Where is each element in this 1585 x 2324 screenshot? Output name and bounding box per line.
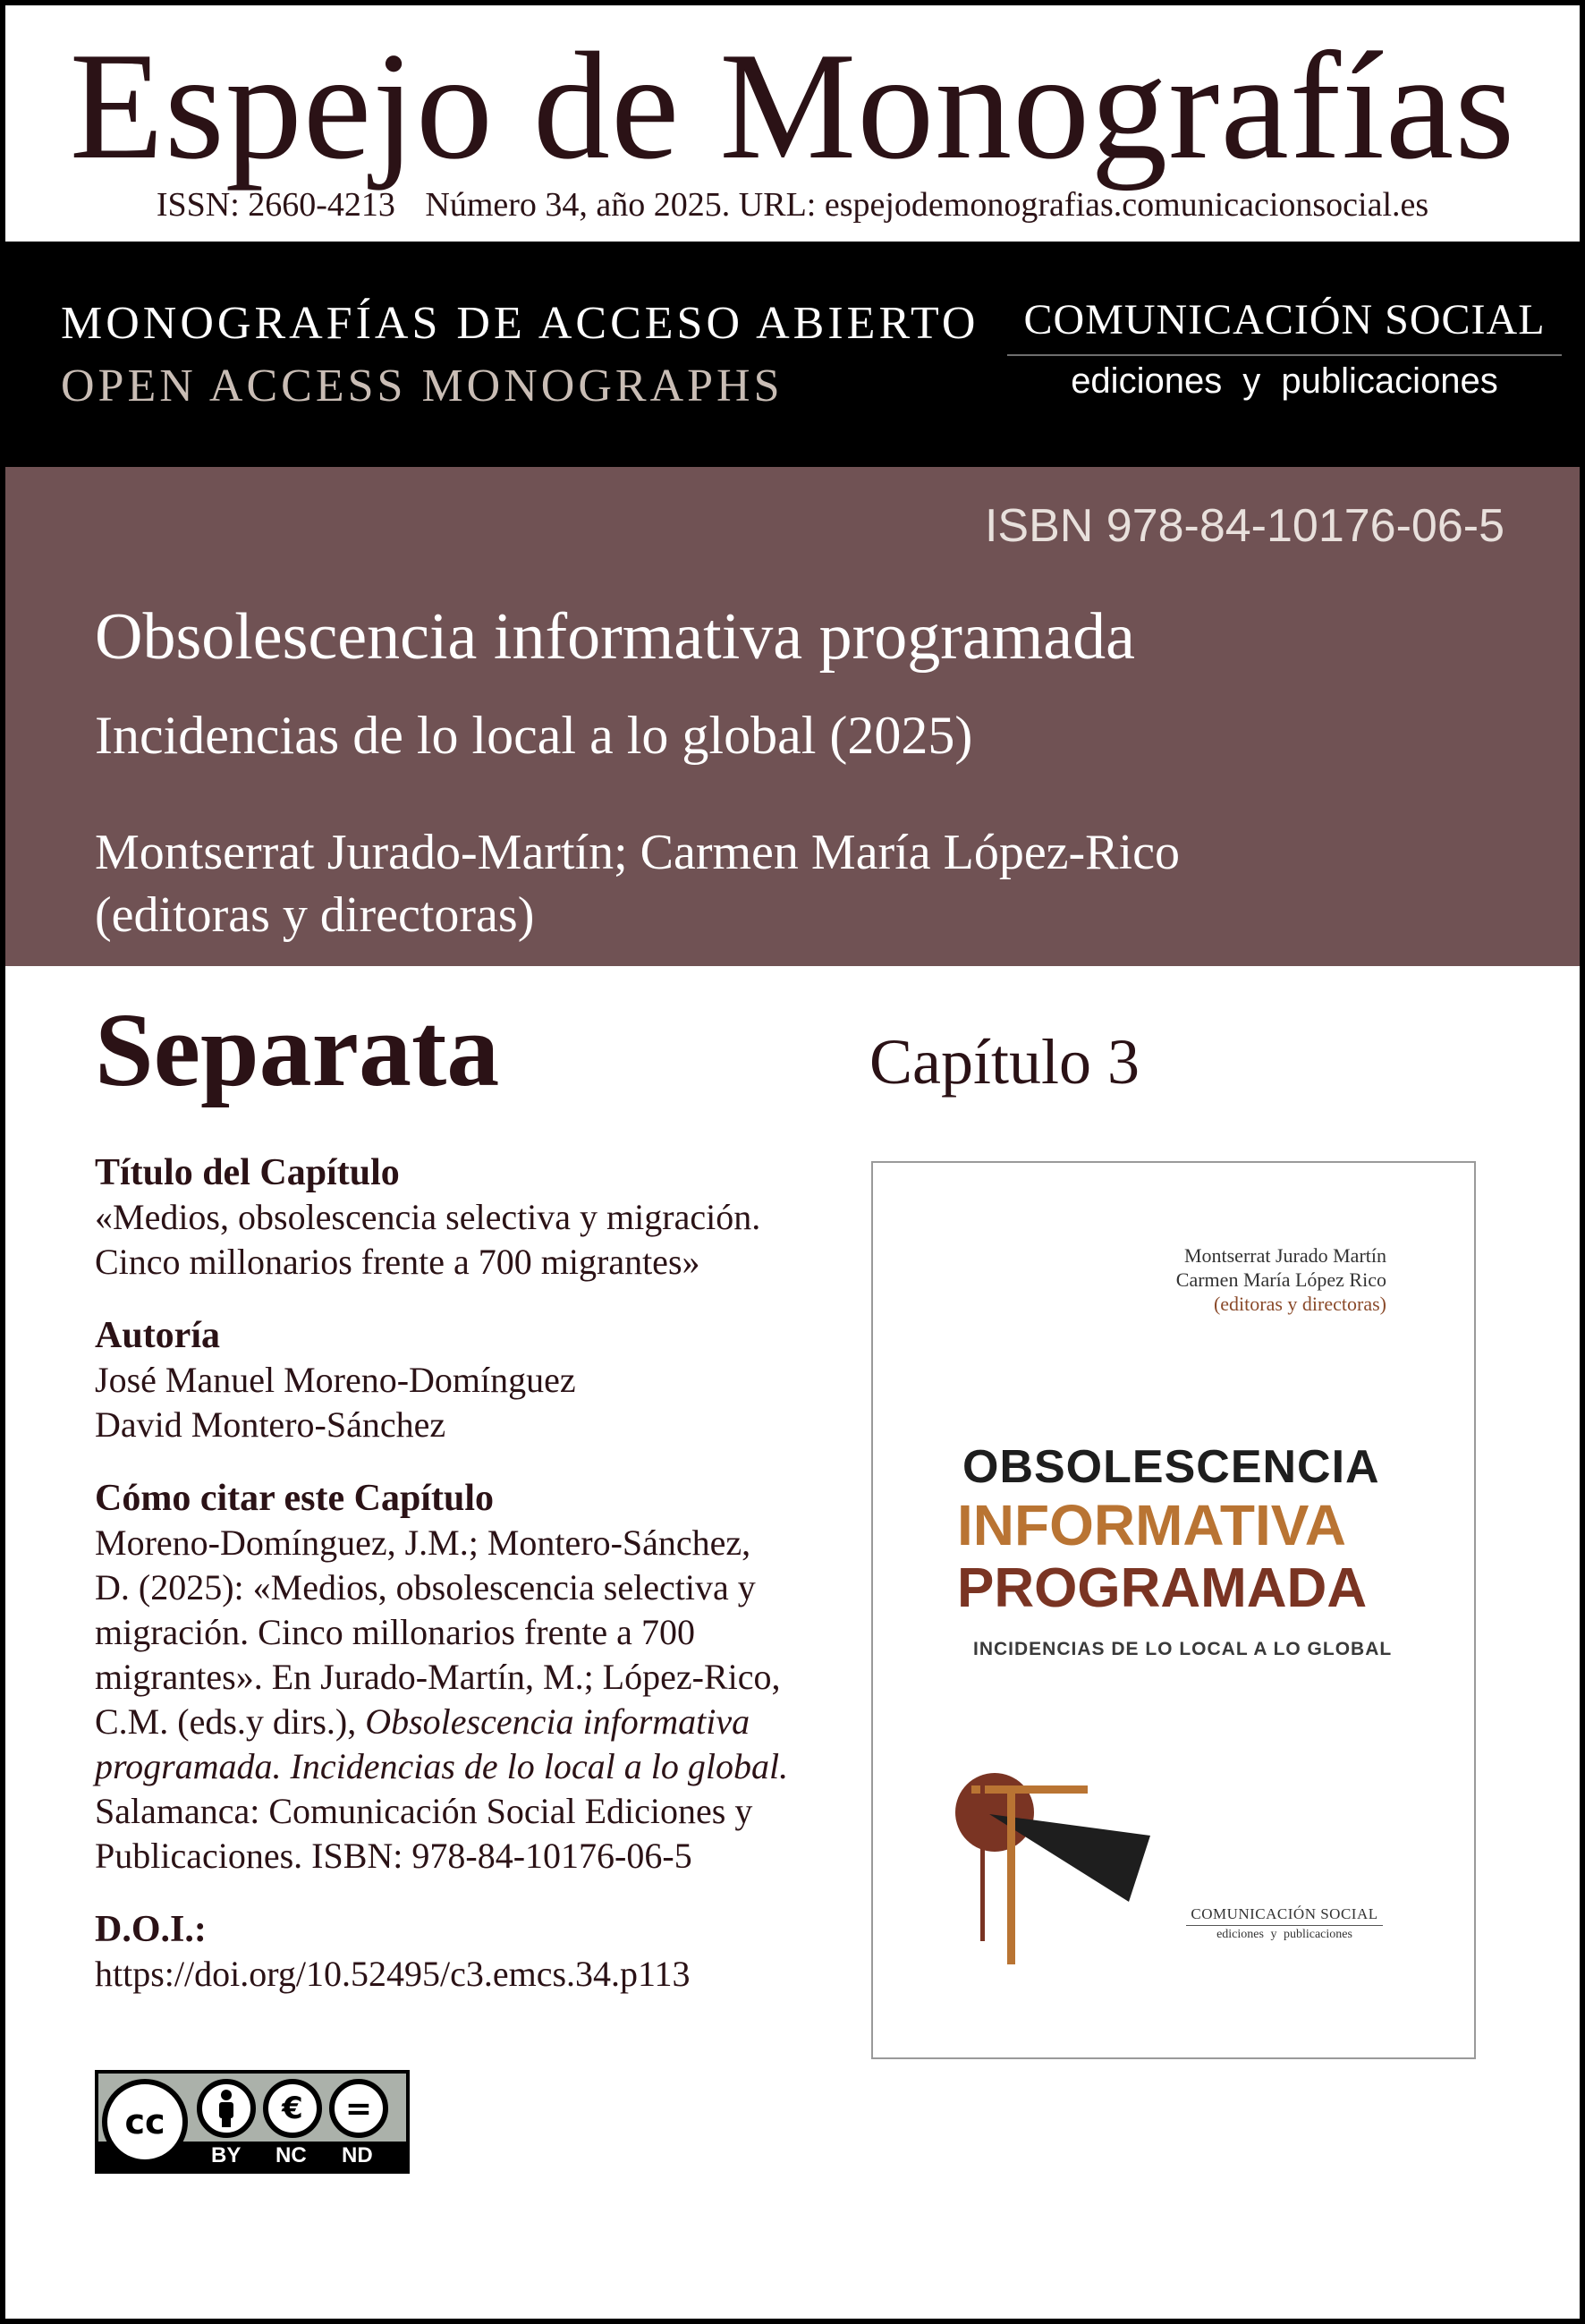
citation-book-title: Obsolescencia informativa programada. Incidencias de lo local a lo global. xyxy=(95,1701,789,1786)
chapter-details xyxy=(95,1150,792,2025)
issue-text: Número 34, año 2025. URL: espejodemonografias.comunicacionsocial.es xyxy=(425,186,1429,224)
citation-part-1: Moreno-Domínguez, J.M.; Montero-Sánchez, D. (2025): «Medios, obsolescencia selectiva y migración. Cinco millonarios frente a 700 migrantes». En Jurado-Martín, M.; López-Rico, C.M. (eds.y dirs.), xyxy=(95,1522,781,1742)
chapter-label: Capítulo 3 xyxy=(869,1026,1140,1098)
person-icon xyxy=(208,2088,244,2129)
cover-publisher-logo xyxy=(1186,1905,1383,1942)
cover-title-line-2: INFORMATIVA xyxy=(957,1493,1346,1557)
by-label: BY xyxy=(211,2143,242,2167)
cover-abstract-art xyxy=(954,1771,1186,1968)
citation-part-2: Salamanca: Comunicación Social Ediciones y Publicaciones. ISBN: 978-84-10176-06-5 xyxy=(95,1791,753,1876)
cover-editors xyxy=(1176,1243,1386,1316)
author-1: José Manuel Moreno-Domínguez xyxy=(95,1360,576,1400)
cover-editor-2: Carmen María López Rico xyxy=(1175,1268,1386,1291)
cover-subtitle: INCIDENCIAS DE LO LOCAL A LO GLOBAL xyxy=(973,1639,1393,1659)
book-title: Obsolescencia informativa programada xyxy=(95,600,1135,674)
journal-meta xyxy=(5,182,1580,227)
separata-heading: Separata xyxy=(95,991,500,1108)
publisher-logo-subtitle: ediciones y publicaciones xyxy=(1071,361,1498,401)
doi-heading: D.O.I.: xyxy=(95,1909,207,1950)
series-title-en: OPEN ACCESS MONOGRAPHS xyxy=(61,360,784,411)
book-editors-names: Montserrat Jurado-Martín; Carmen María López-Rico xyxy=(95,825,1180,880)
cc-license-badge[interactable] xyxy=(95,2070,410,2174)
authorship-block xyxy=(95,1313,792,1447)
noncommercial-icon: € xyxy=(263,2079,322,2138)
series-title-es: MONOGRAFÍAS DE ACCESO ABIERTO xyxy=(61,298,979,349)
noderivatives-icon: = xyxy=(329,2079,388,2138)
chapter-title-text: «Medios, obsolescencia selectiva y migración. Cinco millonarios frente a 700 migrantes» xyxy=(95,1197,761,1282)
cover-publisher-sub: ediciones y publicaciones xyxy=(1216,1928,1352,1941)
chapter-title-heading: Título del Capítulo xyxy=(95,1152,400,1193)
citation-block xyxy=(95,1476,792,1879)
cover-editor-role: (editoras y directoras) xyxy=(1213,1293,1386,1315)
authorship-heading: Autoría xyxy=(95,1315,220,1356)
cc-icon: cc xyxy=(102,2079,188,2165)
journal-title: Espejo de Monografías xyxy=(69,21,1516,191)
cover-title-line-3: PROGRAMADA xyxy=(957,1557,1368,1619)
cover-publisher-name: COMUNICACIÓN SOCIAL xyxy=(1191,1905,1378,1922)
nd-label: ND xyxy=(342,2143,373,2167)
cover-publisher-rule xyxy=(1186,1925,1383,1926)
citation-heading: Cómo citar este Capítulo xyxy=(95,1478,494,1519)
cover-editor-1: Montserrat Jurado Martín xyxy=(1183,1244,1386,1267)
book-isbn: ISBN 978-84-10176-06-5 xyxy=(984,500,1504,552)
attribution-icon xyxy=(197,2079,256,2138)
citation-text xyxy=(95,1521,792,1879)
doi-block xyxy=(95,1907,792,1997)
nc-label: NC xyxy=(275,2143,307,2167)
book-editors-role: (editoras y directoras) xyxy=(95,887,535,943)
cover-title-line-1: OBSOLESCENCIA xyxy=(962,1441,1380,1493)
issn-text: ISSN: 2660-4213 xyxy=(156,186,395,224)
book-editors xyxy=(95,821,1180,946)
doi-link[interactable]: https://doi.org/10.52495/c3.emcs.34.p113 xyxy=(95,1954,691,1994)
chapter-title-block xyxy=(95,1150,792,1285)
book-subtitle: Incidencias de lo local a lo global (2025) xyxy=(95,706,973,765)
author-2: David Montero-Sánchez xyxy=(95,1404,446,1445)
book-cover-thumbnail xyxy=(871,1161,1476,2059)
book-info-band xyxy=(5,467,1580,966)
publisher-logo-name: COMUNICACIÓN SOCIAL xyxy=(1023,296,1546,344)
series-band xyxy=(5,242,1580,467)
publisher-logo-rule xyxy=(1007,354,1562,356)
